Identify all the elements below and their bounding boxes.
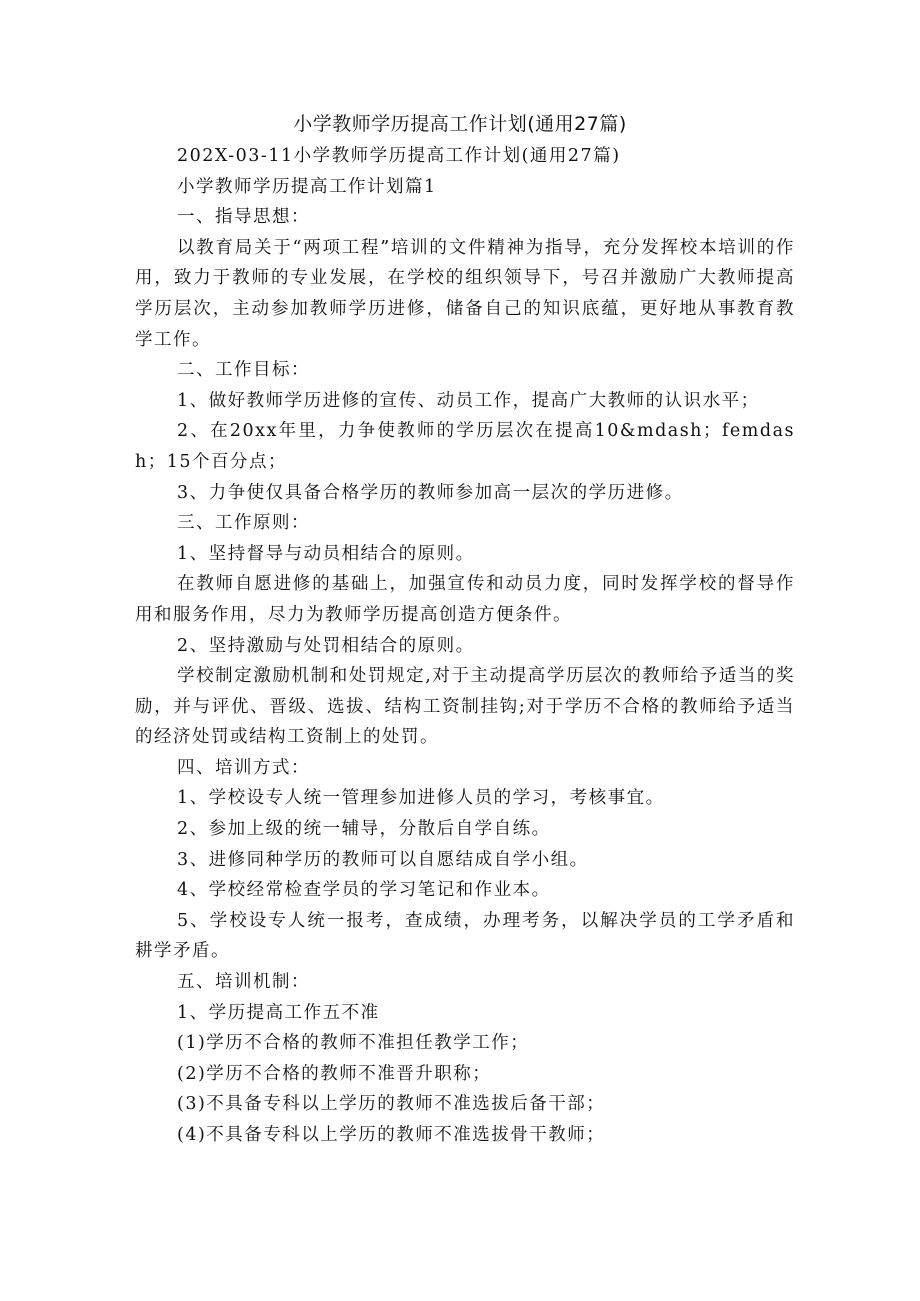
paragraph: 2、坚持激励与处罚相结合的原则。 — [177, 635, 475, 656]
paragraph: 3、进修同种学历的教师可以自愿结成自学小组。 — [177, 849, 589, 870]
document-body — [135, 141, 795, 1151]
paragraph: 2、在20xx年里，力争使教师的学历层次在提高10&mdash；femdash；15个百分点； — [135, 421, 795, 472]
paragraph-heading-4: 四、培训方式： — [177, 757, 310, 778]
paragraph: 5、学校设专人统一报考，查成绩，办理考务，以解决学员的工学矛盾和耕学矛盾。 — [135, 910, 795, 962]
paragraph: 在教师自愿进修的基础上，加强宣传和动员力度，同时发挥学校的督导作用和服务作用，尽力为教师学历提高创造方便条件。 — [135, 574, 795, 625]
paragraph: (3)不具备专科以上学历的教师不准选拔后备干部； — [177, 1094, 606, 1115]
paragraph-heading-5: 五、培训机制： — [177, 972, 310, 993]
paragraph-date-heading: 202X-03-11小学教师学历提高工作计划(通用27篇) — [177, 146, 621, 166]
paragraph-section-title: 小学教师学历提高工作计划篇1 — [177, 176, 437, 197]
paragraph: 3、力争使仅具备合格学历的教师参加高一层次的学历进修。 — [177, 482, 684, 503]
paragraph: (2)学历不合格的教师不准晋升职称； — [177, 1063, 492, 1084]
paragraph: (1)学历不合格的教师不准担任教学工作； — [177, 1033, 530, 1054]
paragraph-heading-3: 三、工作原则： — [177, 513, 310, 534]
paragraph: (4)不具备专科以上学历的教师不准选拔骨干教师； — [177, 1125, 606, 1145]
paragraph: 4、学校经常检查学员的学习笔记和作业本。 — [177, 880, 551, 901]
paragraph-heading-2: 二、工作目标： — [177, 360, 310, 381]
paragraph-heading-1: 一、指导思想： — [177, 207, 310, 228]
paragraph: 1、学校设专人统一管理参加进修人员的学习，考核事宜。 — [177, 788, 665, 809]
paragraph: 以教育局关于“两项工程”培训的文件精神为指导，充分发挥校本培训的作用，致力于教师的专业发展，在学校的组织领导下，号召并激励广大教师提高学历层次，主动参加教师学历进修，储备自己的知识底蕴，更好地从事教育教学工作。 — [135, 237, 795, 350]
paragraph: 学校制定激励机制和处罚规定,对于主动提高学历层次的教师给予适当的奖励，并与评优、晋级、选拔、结构工资制挂钩;对于学历不合格的教师给予适当的经济处罚或结构工资制上的处罚。 — [135, 666, 795, 748]
paragraph: 1、做好教师学历进修的宣传、动员工作，提高广大教师的认识水平； — [177, 390, 760, 411]
document-title: 小学教师学历提高工作计划(通用27篇) — [293, 113, 627, 135]
paragraph: 1、坚持督导与动员相结合的原则。 — [177, 543, 475, 564]
paragraph: 1、学历提高工作五不准 — [177, 1002, 380, 1023]
paragraph: 2、参加上级的统一辅导，分散后自学自练。 — [177, 819, 551, 840]
